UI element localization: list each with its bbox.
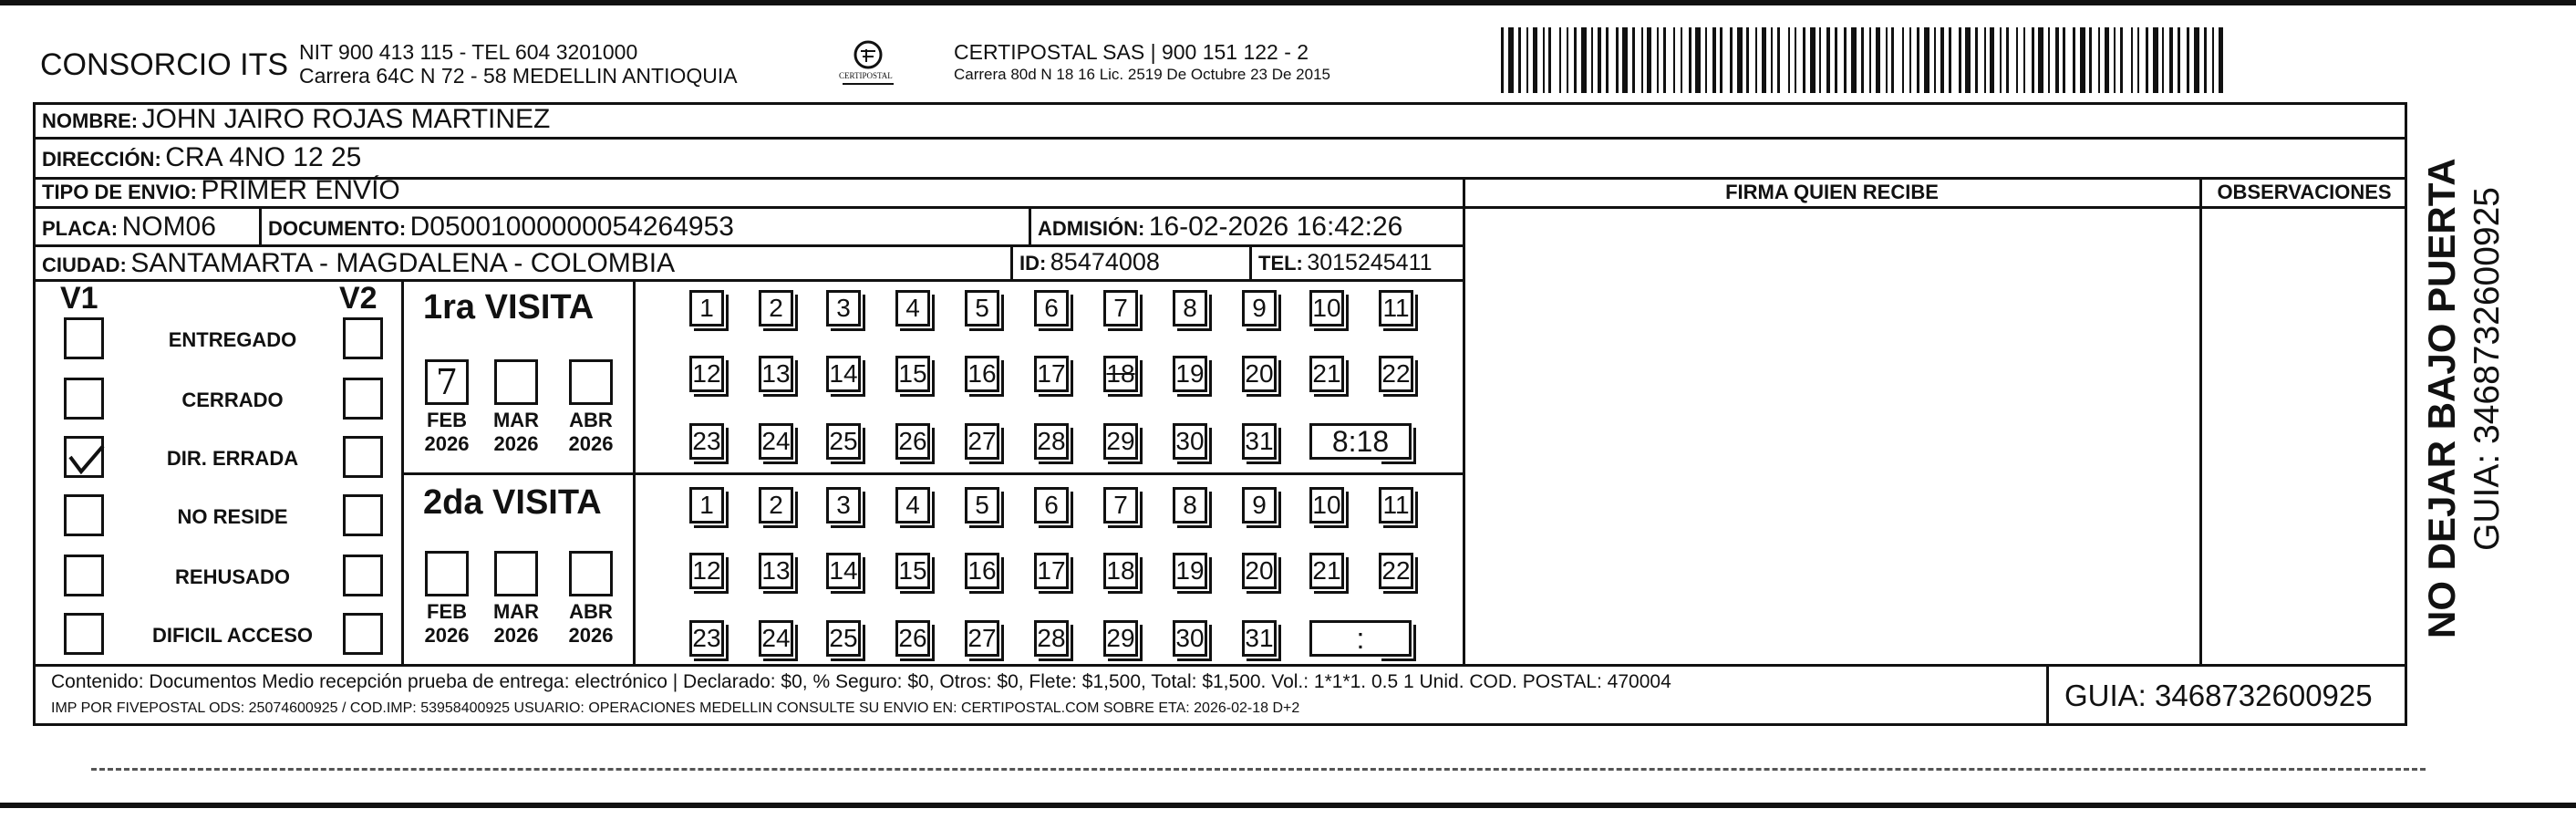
tipo-value: PRIMER ENVÍO (201, 175, 400, 205)
day-cell[interactable]: 4 (895, 487, 930, 524)
placa-cell (42, 212, 216, 243)
certipostal-line1: CERTIPOSTAL SAS | 900 151 122 - 2 (954, 40, 1309, 64)
day-cell[interactable]: 9 (1242, 487, 1277, 524)
v2-label: V2 (339, 281, 378, 316)
month-checkbox[interactable] (569, 359, 613, 405)
row-divider (33, 279, 1464, 282)
nombre-row (42, 104, 550, 135)
day-cell[interactable]: 6 (1034, 487, 1069, 524)
nombre-label: NOMBRE: (42, 109, 139, 132)
day-cell[interactable]: 13 (759, 356, 793, 392)
admision-label: ADMISIÓN: (1038, 217, 1145, 240)
placa-value: NOM06 (121, 212, 216, 242)
ciudad-cell (42, 248, 675, 279)
certipostal-logo-icon (832, 36, 905, 91)
month-checkbox[interactable] (569, 551, 613, 596)
day-cell[interactable]: 25 (826, 620, 861, 657)
tel-value: 3015245411 (1307, 250, 1433, 275)
company-address: Carrera 64C N 72 - 58 MEDELLIN ANTIOQUIA (299, 64, 738, 88)
day-cell[interactable]: 3 (826, 487, 861, 524)
day-cell[interactable]: 16 (965, 553, 999, 589)
documento-label: DOCUMENTO: (268, 217, 407, 240)
top-border (0, 0, 2576, 5)
day-cell[interactable]: 1 (689, 487, 724, 524)
admision-value: 16-02-2026 16:42:26 (1148, 212, 1403, 242)
row-divider (33, 137, 2407, 140)
day-cell[interactable]: 28 (1034, 423, 1069, 460)
bottom-border (0, 803, 2576, 808)
col-divider (1029, 206, 1031, 244)
day-cell[interactable]: 15 (895, 553, 930, 589)
id-label: ID: (1019, 252, 1047, 275)
day-cell[interactable]: 31 (1242, 423, 1277, 460)
certipostal-logo (832, 36, 905, 91)
status-label: DIFICIL ACCESO (151, 624, 313, 647)
month-label: MAR 2026 (492, 409, 540, 455)
day-cell[interactable]: 17 (1034, 356, 1069, 392)
v2-checkbox[interactable] (343, 378, 383, 420)
col-divider (1010, 244, 1013, 279)
v1-checkbox[interactable] (64, 436, 104, 478)
v2-checkbox[interactable] (343, 494, 383, 536)
id-value: 85474008 (1050, 248, 1160, 275)
day-cell[interactable]: 15 (895, 356, 930, 392)
day-cell[interactable]: 21 (1309, 553, 1344, 589)
month-checkbox[interactable] (494, 551, 538, 596)
v2-checkbox[interactable] (343, 613, 383, 655)
certipostal-line2: Carrera 80d N 18 16 Lic. 2519 De Octubre 23 De 2015 (954, 66, 1330, 83)
guia-box: GUIA: 3468732600925 (2064, 679, 2373, 712)
day-cell[interactable]: 22 (1379, 553, 1413, 589)
day-cell[interactable]: 25 (826, 423, 861, 460)
day-cell[interactable]: 13 (759, 553, 793, 589)
time-field[interactable]: : (1309, 620, 1412, 657)
direccion-label: DIRECCIÓN: (42, 148, 161, 171)
col-divider (2046, 664, 2049, 726)
v1-checkbox[interactable] (64, 613, 104, 655)
day-cell[interactable]: 14 (826, 553, 861, 589)
v2-checkbox[interactable] (343, 317, 383, 359)
observaciones-area (2201, 208, 2407, 664)
month-label: ABR 2026 (568, 600, 614, 647)
month-label: FEB 2026 (424, 409, 470, 455)
day-cell[interactable]: 11 (1379, 290, 1413, 327)
day-cell[interactable]: 5 (965, 487, 999, 524)
day-cell[interactable]: 17 (1034, 553, 1069, 589)
signature-area (1464, 208, 2199, 664)
day-cell[interactable]: 8 (1173, 290, 1207, 327)
col-divider (1249, 244, 1252, 279)
day-cell[interactable]: 5 (965, 290, 999, 327)
col-divider (259, 206, 262, 244)
cut-line (91, 768, 2426, 771)
documento-cell (268, 212, 734, 243)
ciudad-label: CIUDAD: (42, 254, 127, 276)
placa-label: PLACA: (42, 217, 119, 240)
v1-checkbox[interactable] (64, 378, 104, 420)
status-label: CERRADO (181, 389, 284, 411)
status-label: ENTREGADO (168, 328, 297, 351)
day-cell[interactable]: 29 (1103, 620, 1138, 657)
day-cell[interactable]: 12 (689, 356, 724, 392)
month-checkbox[interactable] (425, 551, 469, 596)
company-name: CONSORCIO ITS (40, 47, 289, 82)
day-cell[interactable]: 10 (1309, 487, 1344, 524)
direccion-value: CRA 4NO 12 25 (165, 142, 362, 172)
day-cell[interactable]: 26 (895, 620, 930, 657)
day-cell[interactable]: 16 (965, 356, 999, 392)
day-cell[interactable]: 30 (1173, 423, 1207, 460)
day-cell[interactable]: 28 (1034, 620, 1069, 657)
day-cell[interactable]: 4 (895, 290, 930, 327)
id-cell (1019, 248, 1160, 276)
second-visit-title: 2da VISITA (423, 483, 602, 522)
status-label: NO RESIDE (177, 505, 288, 528)
day-cell[interactable]: 23 (689, 620, 724, 657)
day-cell[interactable]: 19 (1173, 356, 1207, 392)
day-cell[interactable]: 2 (759, 487, 793, 524)
day-cell[interactable]: 24 (759, 423, 793, 460)
row-divider (33, 664, 2407, 667)
day-cell[interactable]: 30 (1173, 620, 1207, 657)
month-label: FEB 2026 (424, 600, 470, 647)
day-cell[interactable]: 27 (965, 620, 999, 657)
day-cell[interactable]: 8 (1173, 487, 1207, 524)
v1-checkbox[interactable] (64, 317, 104, 359)
side-warning: NO DEJAR BAJO PUERTA (2420, 158, 2463, 638)
day-cell[interactable]: 7 (1103, 487, 1138, 524)
barcode (1501, 27, 2227, 93)
v1-checkbox[interactable] (64, 555, 104, 596)
month-label: ABR 2026 (568, 409, 614, 455)
logo-caption: CERTIPOSTAL (839, 71, 893, 80)
day-cell[interactable]: 21 (1309, 356, 1344, 392)
day-cell[interactable]: 23 (689, 423, 724, 460)
row-divider (401, 472, 1464, 475)
day-cell[interactable]: 2 (759, 290, 793, 327)
side-guia: GUIA: 3468732600925 (2467, 187, 2507, 551)
tel-label: TEL: (1258, 252, 1303, 275)
day-cell[interactable]: 1 (689, 290, 724, 327)
status-label: DIR. ERRADA (166, 447, 299, 470)
nombre-value: JOHN JAIRO ROJAS MARTINEZ (141, 104, 551, 134)
ciudad-value: SANTAMARTA - MAGDALENA - COLOMBIA (130, 248, 676, 278)
nit-line: NIT 900 413 115 - TEL 604 3201000 (299, 40, 638, 64)
day-cell[interactable]: 10 (1309, 290, 1344, 327)
day-cell[interactable]: 9 (1242, 290, 1277, 327)
day-cell[interactable]: 20 (1242, 356, 1277, 392)
day-cell[interactable]: 7 (1103, 290, 1138, 327)
firma-header: FIRMA QUIEN RECIBE (1725, 181, 1939, 203)
day-cell[interactable]: 12 (689, 553, 724, 589)
day-cell[interactable]: 18 (1103, 356, 1138, 392)
day-cell[interactable]: 6 (1034, 290, 1069, 327)
v2-checkbox[interactable] (343, 436, 383, 478)
day-cell[interactable]: 24 (759, 620, 793, 657)
day-cell[interactable]: 26 (895, 423, 930, 460)
day-cell[interactable]: 3 (826, 290, 861, 327)
v1-checkbox[interactable] (64, 494, 104, 536)
direccion-row (42, 142, 361, 173)
month-label: MAR 2026 (492, 600, 540, 647)
admision-cell (1038, 212, 1402, 243)
month-checkbox[interactable]: 7 (425, 359, 469, 405)
status-label: REHUSADO (175, 565, 290, 588)
footer-contenido: Contenido: Documentos Medio recepción prueba de entrega: electrónico | Declarado: $0, % Seguro: $0, Otros: $0, Flete: $1,500, Total: $1,500. Vol.: 1*1*1. 0.5 1 Unid. COD. POSTAL: 470004 (51, 671, 1671, 692)
tel-cell (1258, 250, 1433, 276)
day-cell[interactable]: 14 (826, 356, 861, 392)
documento-value: D05001000000054264953 (409, 212, 734, 242)
v1-label: V1 (60, 281, 98, 316)
col-divider (401, 279, 404, 664)
month-checkbox[interactable] (494, 359, 538, 405)
time-field[interactable]: 8:18 (1309, 423, 1412, 460)
footer-impresion: IMP POR FIVEPOSTAL ODS: 25074600925 / COD.IMP: 53958400925 USUARIO: OPERACIONES MEDELLIN CONSULTE SU ENVIO EN: CERTIPOSTAL.COM SOBRE ETA: 2026-02-18 D+2 (51, 700, 1300, 716)
day-cell[interactable]: 18 (1103, 553, 1138, 589)
tipo-row (42, 175, 400, 206)
day-cell[interactable]: 19 (1173, 553, 1207, 589)
day-cell[interactable]: 22 (1379, 356, 1413, 392)
checkmark-icon (67, 439, 107, 481)
day-cell[interactable]: 31 (1242, 620, 1277, 657)
tipo-label: TIPO DE ENVIO: (42, 181, 197, 203)
v2-checkbox[interactable] (343, 555, 383, 596)
day-cell[interactable]: 20 (1242, 553, 1277, 589)
day-cell[interactable]: 29 (1103, 423, 1138, 460)
observaciones-header: OBSERVACIONES (2217, 181, 2392, 203)
day-cell[interactable]: 11 (1379, 487, 1413, 524)
col-divider (633, 279, 636, 664)
day-cell[interactable]: 27 (965, 423, 999, 460)
first-visit-title: 1ra VISITA (423, 288, 595, 327)
